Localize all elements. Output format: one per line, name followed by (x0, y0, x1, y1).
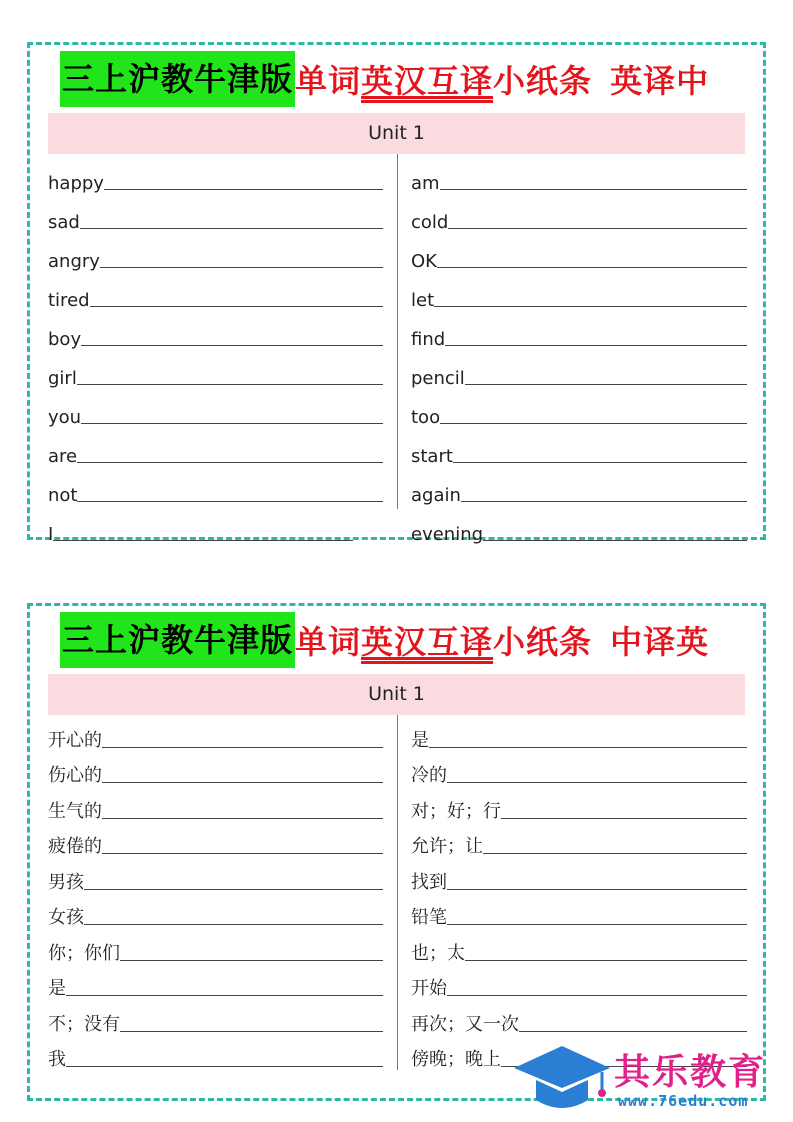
answer-blank[interactable] (81, 345, 383, 346)
word-label: not (48, 485, 78, 506)
word-row (48, 508, 383, 547)
word-row (48, 157, 383, 196)
word-row (48, 469, 383, 508)
answer-blank[interactable] (90, 306, 383, 307)
word-label: sad (48, 212, 80, 233)
answer-blank[interactable] (448, 228, 747, 229)
word-row (48, 1038, 383, 1074)
word-row (48, 718, 383, 754)
title-mode: 中译英 (610, 623, 710, 661)
column-divider (397, 715, 398, 1070)
english-to-chinese-card (27, 42, 766, 545)
unit-header: Unit 1 (48, 113, 745, 154)
answer-blank[interactable] (501, 818, 747, 819)
answer-blank[interactable] (483, 853, 747, 854)
word-row (48, 896, 383, 932)
answer-blank[interactable] (104, 189, 383, 190)
word-row (48, 196, 383, 235)
answer-blank[interactable] (447, 889, 747, 890)
title-underlined-part: 英汉互译 (361, 62, 494, 100)
word-row (48, 754, 383, 790)
word-label: 女孩 (48, 907, 84, 928)
word-row (411, 754, 747, 790)
word-label: let (411, 290, 435, 311)
word-row (411, 391, 747, 430)
answer-blank[interactable] (77, 501, 383, 502)
title-red-part-2: 小纸条 (493, 62, 593, 100)
word-row (411, 469, 747, 508)
word-label: cold (411, 212, 449, 233)
word-row (411, 157, 747, 196)
answer-blank[interactable] (120, 1031, 383, 1032)
publisher-logo (512, 1040, 787, 1115)
answer-blank[interactable] (465, 384, 747, 385)
word-label: 找到 (411, 871, 447, 893)
title-red-part: 单词 (295, 62, 362, 100)
word-label: 开始 (411, 978, 447, 999)
word-label: 是 (411, 729, 429, 751)
answer-blank[interactable] (519, 1031, 747, 1032)
unit-header: Unit 1 (48, 674, 745, 715)
answer-blank[interactable] (447, 924, 747, 925)
word-label: 你；你们 (48, 942, 120, 964)
word-row (411, 931, 747, 967)
word-row (48, 1002, 383, 1038)
word-label: 冷的 (411, 765, 447, 786)
answer-blank[interactable] (66, 1066, 383, 1067)
word-label: you (48, 407, 82, 428)
answer-blank[interactable] (80, 228, 383, 229)
answer-blank[interactable] (120, 960, 383, 961)
word-label: are (48, 446, 78, 467)
word-label: 男孩 (48, 871, 84, 893)
word-label: 疲倦的 (48, 836, 102, 857)
answer-blank[interactable] (429, 747, 747, 748)
right-word-column (411, 157, 747, 547)
answer-blank[interactable] (102, 782, 383, 783)
word-row (48, 931, 383, 967)
logo-url: www.76edu.com (618, 1092, 749, 1110)
card-title (60, 51, 709, 107)
answer-blank[interactable] (66, 995, 383, 996)
word-row (411, 896, 747, 932)
word-label: start (411, 446, 453, 467)
answer-blank[interactable] (102, 818, 383, 819)
word-label: pencil (411, 368, 465, 389)
answer-blank[interactable] (453, 462, 747, 463)
word-row (411, 352, 747, 391)
answer-blank[interactable] (81, 423, 383, 424)
word-row (48, 860, 383, 896)
word-row (411, 508, 747, 547)
column-divider (397, 154, 398, 509)
word-label: too (411, 407, 441, 428)
word-row (411, 196, 747, 235)
word-label: again (411, 485, 461, 506)
answer-blank[interactable] (440, 189, 747, 190)
word-row (48, 352, 383, 391)
answer-blank[interactable] (445, 345, 747, 346)
answer-blank[interactable] (102, 747, 383, 748)
answer-blank[interactable] (465, 960, 747, 961)
title-highlighted-part: 三上沪教牛津版 (60, 51, 295, 107)
word-row (411, 430, 747, 469)
word-row (411, 1002, 747, 1038)
word-label: boy (48, 329, 82, 350)
word-row (411, 313, 747, 352)
word-row (48, 274, 383, 313)
word-label: 不；没有 (48, 1013, 120, 1035)
card-title (60, 612, 709, 668)
word-row (411, 860, 747, 896)
title-red-part: 单词 (295, 623, 362, 661)
logo-name: 其乐教育 (614, 1052, 767, 1093)
answer-blank[interactable] (77, 462, 383, 463)
word-label: I (48, 524, 54, 545)
word-label: happy (48, 173, 104, 194)
word-label: 再次；又一次 (411, 1013, 519, 1035)
chinese-to-english-card (27, 603, 766, 1101)
title-underlined-part: 英汉互译 (361, 623, 494, 661)
word-row (48, 430, 383, 469)
right-word-column (411, 718, 747, 1073)
word-row (411, 235, 747, 274)
word-label: girl (48, 368, 77, 389)
word-label: OK (411, 251, 437, 272)
title-highlighted-part: 三上沪教牛津版 (60, 612, 295, 668)
title-red-part-2: 小纸条 (493, 623, 593, 661)
word-row (48, 391, 383, 430)
word-row (48, 235, 383, 274)
word-label: evening (411, 524, 484, 545)
word-label: tired (48, 290, 90, 311)
answer-blank[interactable] (440, 423, 747, 424)
answer-blank[interactable] (437, 267, 747, 268)
word-row (48, 825, 383, 861)
answer-blank[interactable] (447, 782, 747, 783)
left-word-column (48, 157, 383, 547)
answer-blank[interactable] (53, 540, 353, 541)
answer-blank[interactable] (447, 995, 747, 996)
graduation-cap-icon (512, 1040, 612, 1115)
word-label: 生气的 (48, 800, 102, 822)
word-row (411, 967, 747, 1003)
word-label: 伤心的 (48, 765, 102, 786)
word-label: 是 (48, 978, 66, 999)
word-label: am (411, 173, 440, 194)
word-row (48, 313, 383, 352)
answer-blank[interactable] (77, 384, 383, 385)
word-label: angry (48, 251, 100, 272)
word-row (411, 789, 747, 825)
word-row (411, 718, 747, 754)
answer-blank[interactable] (461, 501, 747, 502)
word-label: 开心的 (48, 729, 102, 751)
word-row (411, 825, 747, 861)
answer-blank[interactable] (84, 924, 383, 925)
answer-blank[interactable] (102, 853, 383, 854)
word-label: 也；太 (411, 942, 465, 964)
word-label: 铅笔 (411, 907, 447, 928)
answer-blank[interactable] (434, 306, 747, 307)
answer-blank[interactable] (483, 540, 747, 541)
left-word-column (48, 718, 383, 1073)
word-label: 允许；让 (411, 836, 483, 857)
word-label: 对；好；行 (411, 800, 501, 822)
word-row (48, 789, 383, 825)
word-row (48, 967, 383, 1003)
word-row (411, 274, 747, 313)
word-label: 我 (48, 1049, 66, 1070)
word-label: find (411, 329, 446, 350)
title-mode: 英译中 (610, 62, 710, 100)
word-label: 傍晚；晚上 (411, 1049, 501, 1070)
answer-blank[interactable] (84, 889, 383, 890)
answer-blank[interactable] (100, 267, 383, 268)
